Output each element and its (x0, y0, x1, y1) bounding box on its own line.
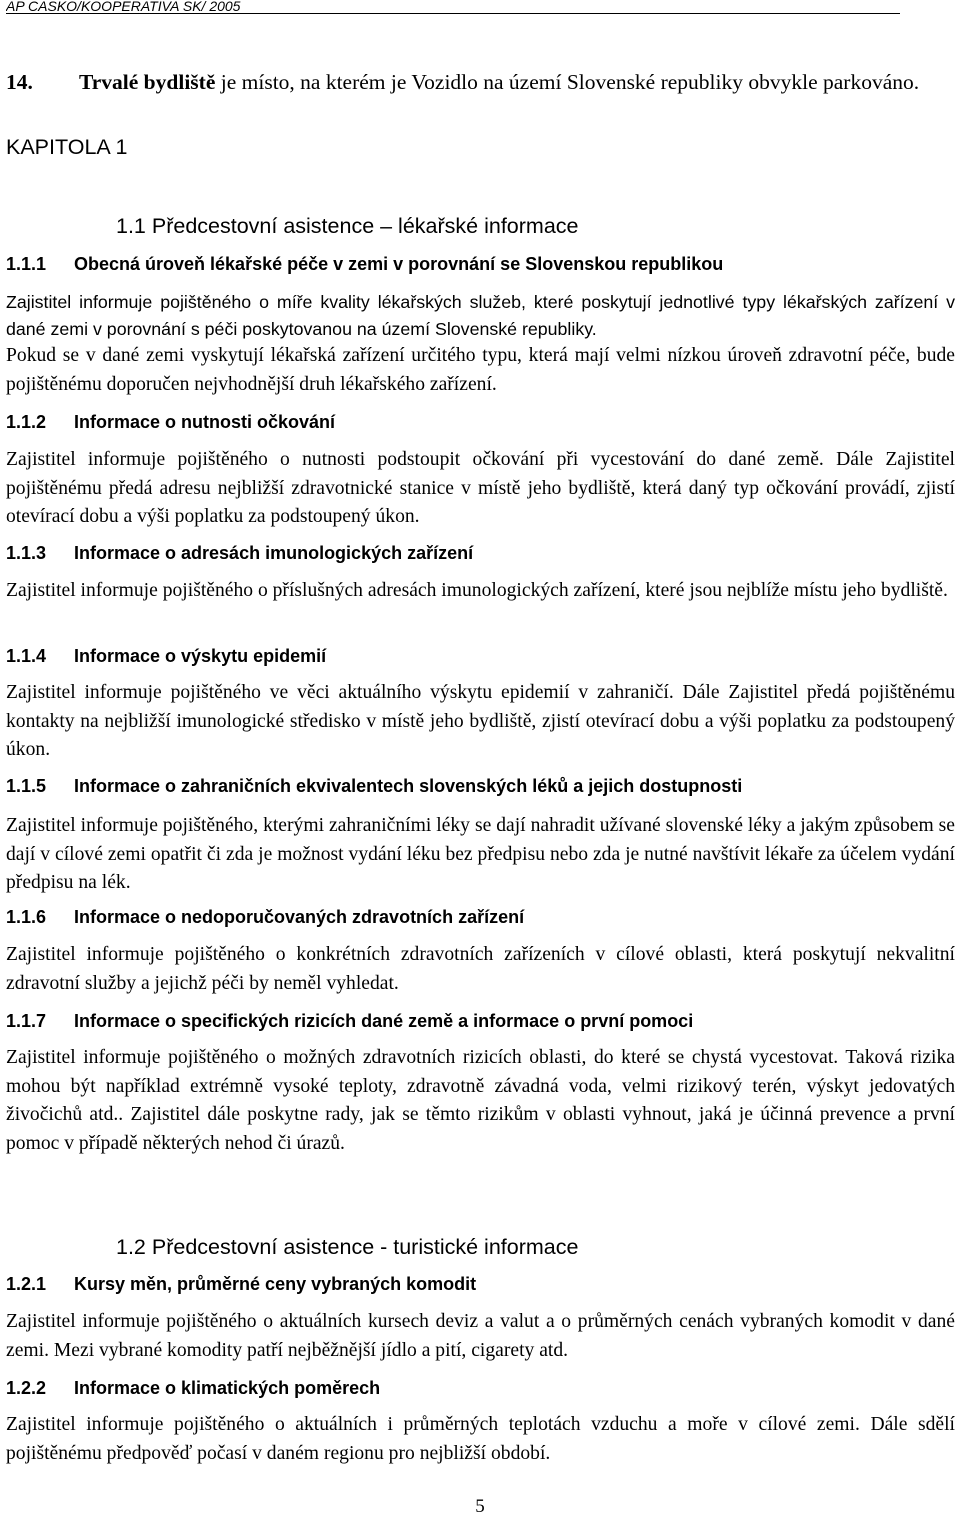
paragraph-1-2-2: Zajistitel informuje pojištěného o aktuálních i průměrných teplotách vzduchu a moře v cílové zemi. Dále sdělí pojištěnému předpověď počasí v daném regionu pro nejbližší období. (6, 1414, 955, 1464)
subsection-heading-1-1-3 (6, 541, 473, 565)
subsection-number: 1.2.1 (6, 1274, 47, 1294)
section-title-1-2: 1.2 Předcestovní asistence - turistické informace (116, 1235, 579, 1259)
subsection-heading-1-1-4 (6, 644, 326, 668)
subsection-number: 1.1.6 (6, 907, 47, 927)
subsection-title: Informace o výskytu epidemií (74, 646, 327, 666)
subsection-title: Informace o zahraničních ekvivalentech slovenských léků a jejich dostupnosti (74, 776, 743, 796)
paragraph-1-1-5: Zajistitel informuje pojištěného, kterými zahraničními léky se dají nahradit užívané slovenské léky a jakým způsobem se dají v cílové zemi opatřit či zda je možnost vydání léku bez předpisu nebo zda je nutné navštívit lékaře za účelem vydání předpisu na lék. (6, 815, 955, 893)
paragraph-1-1-6: Zajistitel informuje pojištěného o konkrétních zdravotních zařízeních v cílové oblasti, která poskytují nekvalitní zdravotní služby a jejichž péči by neměl vyhledat. (6, 944, 955, 994)
subsection-heading-1-2-1 (6, 1272, 476, 1296)
paragraph-1-1-1-extra: Pokud se v dané zemi vyskytují lékařská zařízení určitého typu, která mají velmi nízkou úroveň zdravotní péče, bude pojištěnému doporučen nejvhodnější druh lékařského zařízení. (6, 345, 955, 395)
subsection-heading-1-1-2 (6, 410, 335, 434)
subsection-title: Informace o adresách imunologických zařízení (74, 543, 474, 563)
paragraph-1-1-1: Zajistitel informuje pojištěného o míře kvality lékařských služeb, které poskytují jednotlivé typy lékařských zařízení v dané zemi v porovnání s péči poskytovanou na území Slovenské republiky. (6, 292, 955, 339)
subsection-title: Informace o nutnosti očkování (74, 412, 336, 432)
subsection-title: Kursy měn, průměrné ceny vybraných komodit (74, 1274, 477, 1294)
item-term: Trvalé bydliště (79, 70, 216, 94)
paragraph-1-1-2: Zajistitel informuje pojištěného o nutnosti podstoupit očkování při vycestování do dané země. Dále Zajistitel pojištěnému předá adresu nejbližší zdravotnické stanice v místě jeho bydliště, která daný typ očkování provádí, zjistí otevírací dobu a výši poplatku za podstoupený úkon. (6, 449, 955, 527)
subsection-title: Obecná úroveň lékařské péče v zemi v porovnání se Slovenskou republikou (74, 254, 724, 274)
page-number: 5 (475, 1496, 485, 1517)
paragraph-1-2-1: Zajistitel informuje pojištěného o aktuálních kursech deviz a valut a o průměrných cenách vybraných komodit v dané zemi. Mezi vybrané komodity patří nejběžnější jídlo a pití, cigarety atd. (6, 1311, 955, 1361)
chapter-title: KAPITOLA 1 (6, 135, 128, 159)
paragraph-1-1-3: Zajistitel informuje pojištěného o příslušných adresách imunologických zařízení, které jsou nejblíže místu jeho bydliště. (6, 580, 948, 601)
subsection-heading-1-1-1 (6, 252, 723, 276)
paragraph-1-1-4: Zajistitel informuje pojištěného ve věci aktuálního výskytu epidemií v zahraničí. Dále Zajistitel předá pojištěnému kontakty na nejbližší imunologické středisko v místě jeho bydliště, zjistí otevírací dobu a výši poplatku za podstoupený úkon. (6, 682, 955, 760)
subsection-heading-1-1-6 (6, 905, 524, 929)
subsection-number: 1.1.5 (6, 776, 47, 796)
subsection-number: 1.1.7 (6, 1011, 47, 1031)
subsection-number: 1.1.4 (6, 646, 47, 666)
item-number: 14. (6, 70, 33, 94)
definition-item-14 (6, 68, 956, 96)
subsection-title: Informace o specifických rizicích dané země a informace o první pomoci (74, 1011, 694, 1031)
subsection-heading-1-2-2 (6, 1376, 380, 1400)
section-title-1-1: 1.1 Předcestovní asistence – lékařské informace (116, 214, 579, 238)
subsection-heading-1-1-7 (6, 1009, 693, 1033)
running-header: AP CASKO/KOOPERATIVA SK/ 2005 (6, 0, 900, 14)
subsection-number: 1.1.3 (6, 543, 47, 563)
subsection-number: 1.2.2 (6, 1378, 47, 1398)
subsection-number: 1.1.2 (6, 412, 47, 432)
subsection-heading-1-1-5 (6, 774, 742, 798)
item-body (79, 68, 956, 96)
paragraph-1-1-7: Zajistitel informuje pojištěného o možných zdravotních rizicích oblasti, do které se chystá vycestovat. Taková rizika mohou být například extrémně vysoké teploty, zdravotně závadná voda, velmi rizikový terén, výskyt jedovatých živočichů atd.. Zajistitel dále poskytne rady, jak se těmto rizikům v oblasti vyhnout, jaká je účinná prevence a první pomoc v případě některých nehod či úrazů. (6, 1047, 955, 1154)
subsection-number: 1.1.1 (6, 254, 47, 274)
subsection-title: Informace o klimatických poměrech (74, 1378, 381, 1398)
subsection-title: Informace o nedoporučovaných zdravotních zařízení (74, 907, 525, 927)
item-text: je místo, na kterém je Vozidlo na území Slovenské republiky obvykle parkováno. (215, 70, 920, 94)
